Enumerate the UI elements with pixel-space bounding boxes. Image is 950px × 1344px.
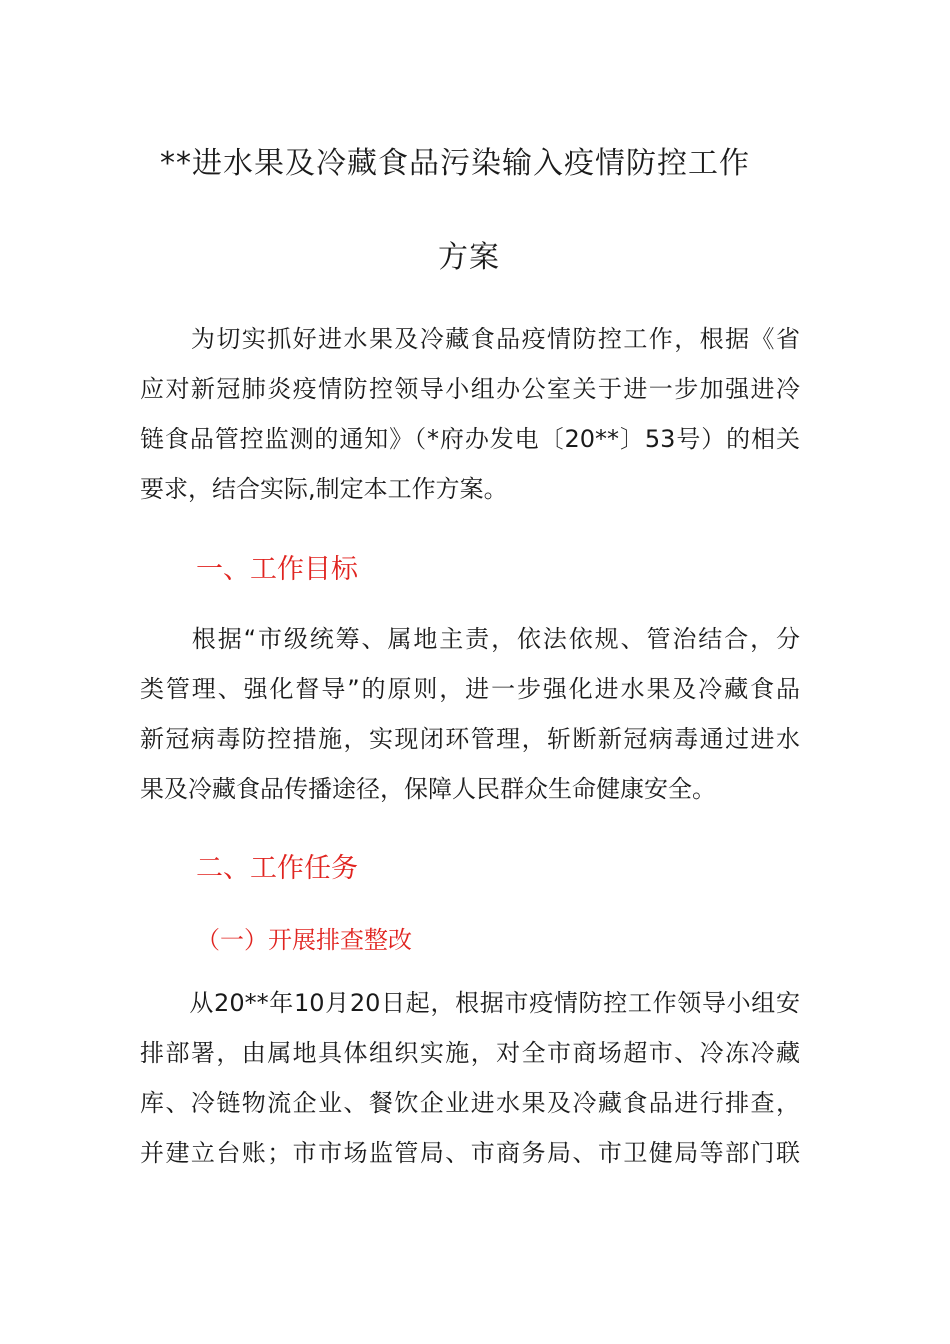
section-2-heading: 二、工作任务 <box>196 853 358 884</box>
section-2-paragraph <box>140 978 800 1178</box>
intro-line-4: 要求，结合实际,制定本工作方案。 <box>140 475 508 503</box>
section-1-line-2: 类管理、强化督导”的原则，进一步强化进水果及冷藏食品 <box>140 675 800 703</box>
intro-paragraph <box>140 314 800 514</box>
section-1-line-1: 根据“市级统筹、属地主责，依法依规、管治结合，分 <box>140 625 800 653</box>
section-2-subheading: （一）开展排查整改 <box>196 926 412 954</box>
section-1-paragraph <box>140 614 800 814</box>
intro-line-1: 为切实抓好进水果及冷藏食品疫情防控工作，根据《省 <box>140 325 800 353</box>
intro-line-3: 链食品管控监测的通知》（*府办发电〔20**〕53号）的相关 <box>140 425 800 453</box>
section-1-line-3: 新冠病毒防控措施，实现闭环管理，斩断新冠病毒通过进水 <box>140 725 800 753</box>
section-2-line-4: 并建立台账；市市场监管局、市商务局、市卫健局等部门联 <box>140 1139 800 1167</box>
section-1-heading: 一、工作目标 <box>196 554 358 585</box>
section-2-line-1: 从20**年10月20日起，根据市疫情防控工作领导小组安 <box>140 989 800 1017</box>
document-title-line-2: 方案 <box>438 240 500 275</box>
section-2-line-3: 库、冷链物流企业、餐饮企业进水果及冷藏食品进行排查， <box>140 1089 800 1117</box>
intro-line-2: 应对新冠肺炎疫情防控领导小组办公室关于进一步加强进冷 <box>140 375 800 403</box>
document-title-line-1: **进水果及冷藏食品污染输入疫情防控工作 <box>160 146 750 181</box>
section-2-line-2: 排部署，由属地具体组织实施，对全市商场超市、冷冻冷藏 <box>140 1039 800 1067</box>
section-1-line-4: 果及冷藏食品传播途径，保障人民群众生命健康安全。 <box>140 775 716 803</box>
